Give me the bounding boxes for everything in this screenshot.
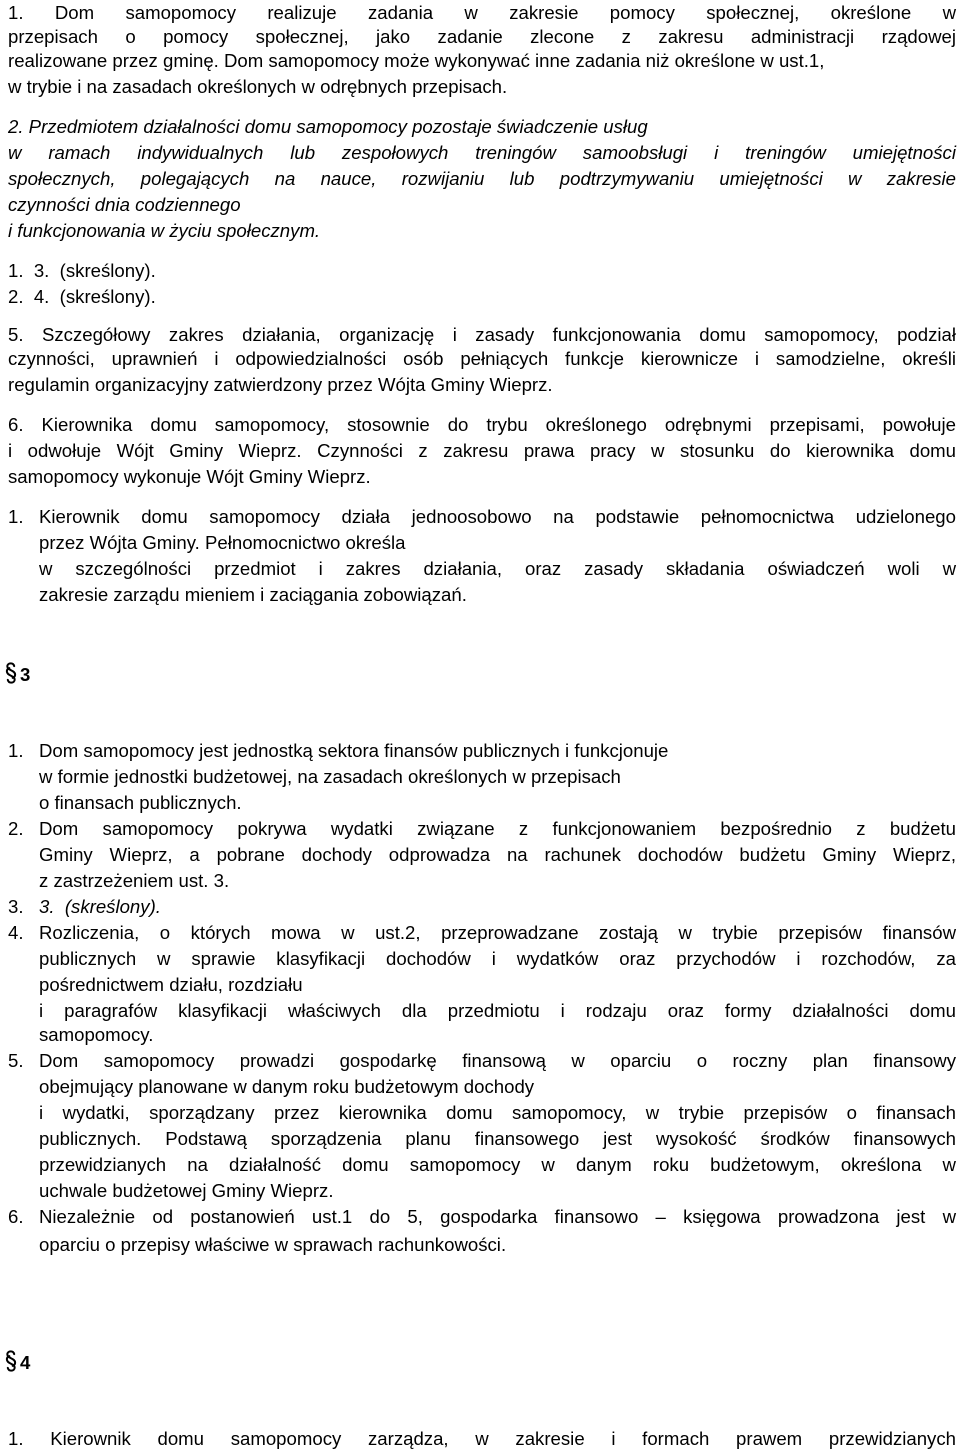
s3-item-5-line-3: i wydatki, sporządzany przez kierownika domu samopomocy, w trybie przepisów o finansach [39,1102,956,1123]
p1-line-4: w trybie i na zasadach określonych w odrębnych przepisach. [8,76,508,97]
p7-line-3: w szczególności przedmiot i zakres działania, oraz zasady składania oświadczeń woli w [39,558,956,579]
s3-item-6-line-2: oparciu o przepisy właściwe w sprawach rachunkowości. [39,1234,507,1255]
s3-item-4-line-1: Rozliczenia, o których mowa w ust.2, przeprowadzane zostają w trybie przepisów finansów [39,922,956,943]
p2-line-1: 2. Przedmiotem działalności domu samopomocy pozostaje świadczenie usług [8,116,648,137]
s3-item-2-number: 2. [8,818,24,839]
p7-number: 1. [8,506,24,527]
p5-line-2: czynności, uprawnień i odpowiedzialności osób pełniących funkcje kierownicze i samodzielne, określi [8,348,956,369]
s3-item-6-line-1: Niezależnie od postanowień ust.1 do 5, gospodarka finansowo – księgowa prowadzona jest w [39,1206,956,1227]
section-4-number: 4 [20,1352,31,1373]
s3-item-4-line-4: i paragrafów klasyfikacji właściwych dla przedmiotu i rodzaju oraz formy działalności domu [39,1000,956,1021]
s3-item-6-number: 6. [8,1206,24,1227]
p6-line-3: samopomocy wykonuje Wójt Gminy Wieprz. [8,466,371,487]
struck-item-2-text: 2. 4. (skreślony). [8,286,156,307]
p2-line-3: społecznych, polegających na nauce, rozwijaniu lub podtrzymywaniu umiejętności w zakresie [8,168,956,189]
section-sign-icon [4,662,18,684]
struck-item-2 [8,284,156,310]
p1-line-2: przepisach o pomocy społecznej, jako zadanie zlecone z zakresu administracji rządowej [8,26,956,47]
s3-item-2-line-1: Dom samopomocy pokrywa wydatki związane z funkcjonowaniem bezpośrednio z budżetu [39,818,956,839]
p7-line-4: zakresie zarządu mieniem i zaciągania zobowiązań. [39,584,467,605]
s3-item-5-line-6: uchwale budżetowej Gminy Wieprz. [39,1180,334,1201]
s3-item-3-line-1: 3. (skreślony). [39,896,161,917]
p5-line-1: 5. Szczegółowy zakres działania, organizację i zasady funkcjonowania domu samopomocy, podział [8,324,956,345]
p1-line-3: realizowane przez gminę. Dom samopomocy może wykonywać inne zadania niż określone w ust.1, [8,50,825,71]
struck-item-1-text: 1. 3. (skreślony). [8,260,156,281]
s3-item-4-number: 4. [8,922,24,943]
s3-item-5-line-5: przewidzianych na działalność domu samopomocy w danym roku budżetowym, określona w [39,1154,956,1175]
p7-line-1: Kierownik domu samopomocy działa jednoosobowo na podstawie pełnomocnictwa udzielonego [39,506,956,527]
p7-line-2: przez Wójta Gminy. Pełnomocnictwo określa [39,532,406,553]
p6-line-1: 6. Kierownika domu samopomocy, stosownie do trybu określonego odrębnymi przepisami, powołuje [8,414,956,435]
s3-item-5-line-4: publicznych. Podstawą sporządzenia planu finansowego jest wysokość środków finansowych [39,1128,956,1149]
s4-item-1-line-1: 1. Kierownik domu samopomocy zarządza, w zakresie i formach prawem przewidzianych [8,1428,956,1449]
s3-item-4-line-2: publicznych w sprawie klasyfikacji dochodów i wydatków oraz przychodów i rozchodów, za [39,948,956,969]
s3-item-1-line-1: Dom samopomocy jest jednostką sektora finansów publicznych i funkcjonuje [39,740,669,761]
struck-item-1 [8,258,156,284]
p2-line-2: w ramach indywidualnych lub zespołowych treningów samoobsługi i treningów umiejętności [8,142,956,163]
s3-item-1-number: 1. [8,740,24,761]
s3-item-4-line-5: samopomocy. [39,1024,154,1045]
s3-item-2-line-3: z zastrzeżeniem ust. 3. [39,870,230,891]
s3-item-1-line-3: o finansach publicznych. [39,792,242,813]
s3-item-3-number: 3. [8,896,24,917]
p6-line-2: i odwołuje Wójt Gminy Wieprz. Czynności z zakresu prawa pracy w stosunku do kierownika domu [8,440,956,461]
p1-line-1: 1. Dom samopomocy realizuje zadania w zakresie pomocy społecznej, określone w [8,2,956,23]
s3-item-5-line-2: obejmujący planowane w danym roku budżetowym dochody [39,1076,535,1097]
s3-item-5-line-1: Dom samopomocy prowadzi gospodarkę finansową w oparciu o roczny plan finansowy [39,1050,956,1071]
s3-item-2-line-2: Gminy Wieprz, a pobrane dochody odprowadza na rachunek dochodów budżetu Gminy Wieprz, [39,844,956,865]
section-sign-icon [4,1350,18,1372]
s3-item-1-line-2: w formie jednostki budżetowej, na zasadach określonych w przepisach [39,766,621,787]
p2-line-4: czynności dnia codziennego [8,194,241,215]
section-3-number: 3 [20,664,31,685]
p5-line-3: regulamin organizacyjny zatwierdzony przez Wójta Gminy Wieprz. [8,374,553,395]
p2-line-5: i funkcjonowania w życiu społecznym. [8,220,321,241]
s3-item-5-number: 5. [8,1050,24,1071]
s3-item-4-line-3: pośrednictwem działu, rozdziału [39,974,303,995]
